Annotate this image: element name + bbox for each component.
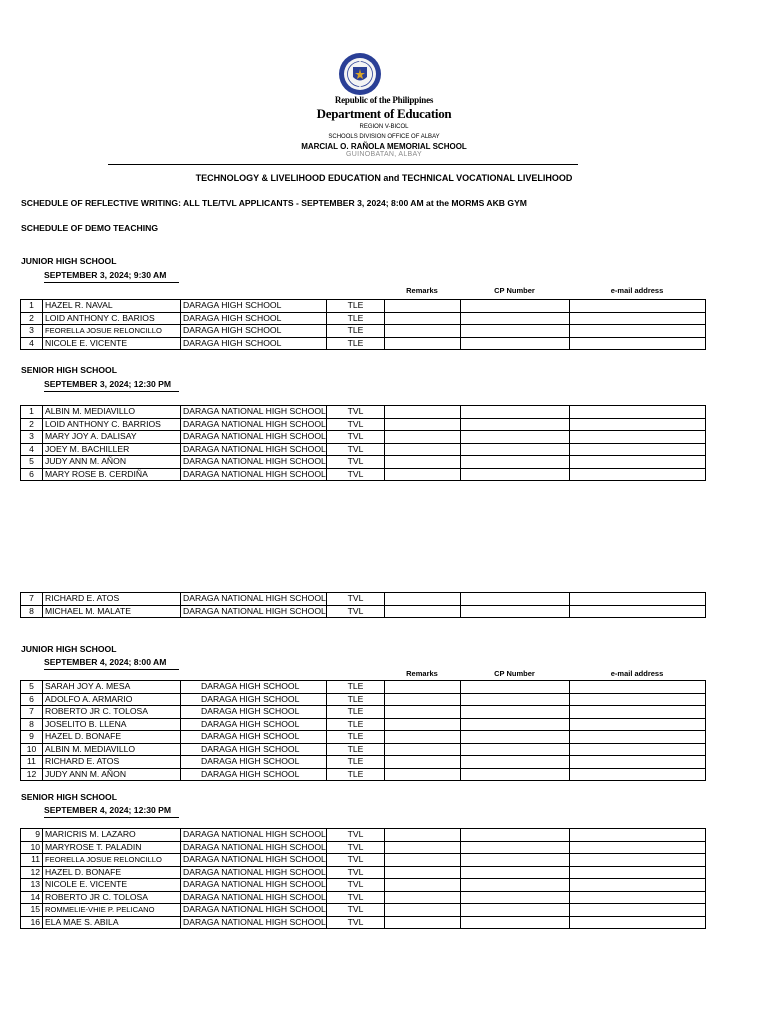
email-cell — [570, 866, 706, 879]
track-cell: TVL — [327, 891, 385, 904]
track-cell: TLE — [327, 693, 385, 706]
remarks-cell — [385, 443, 461, 456]
remarks-cell — [385, 300, 461, 313]
track-cell: TVL — [327, 829, 385, 842]
applicant-name: JOSELITO B. LLENA — [43, 718, 181, 731]
remarks-cell — [385, 829, 461, 842]
cp-number-cell — [461, 681, 570, 694]
track-cell: TLE — [327, 337, 385, 350]
section-date-header: SEPTEMBER 3, 2024; 12:30 PM — [44, 379, 179, 392]
school-name-cell: DARAGA NATIONAL HIGH SCHOOL — [181, 418, 327, 431]
cp-number-cell — [461, 756, 570, 769]
track-cell: TLE — [327, 300, 385, 313]
section-level-label: JUNIOR HIGH SCHOOL — [21, 256, 117, 266]
school-name-cell: DARAGA NATIONAL HIGH SCHOOL — [181, 593, 327, 606]
row-number: 2 — [21, 312, 43, 325]
track-cell: TLE — [327, 743, 385, 756]
email-cell — [570, 468, 706, 481]
track-cell: TVL — [327, 841, 385, 854]
section-level-label: JUNIOR HIGH SCHOOL — [21, 644, 117, 654]
table-row — [21, 325, 706, 338]
email-cell — [570, 756, 706, 769]
applicant-name: MARY ROSE B. CERDIÑA — [43, 468, 181, 481]
email-cell — [570, 312, 706, 325]
remarks-cell — [385, 756, 461, 769]
row-number: 9 — [21, 731, 43, 744]
region-line: REGION V-BICOL — [359, 124, 409, 130]
remarks-cell — [385, 743, 461, 756]
cp-number-cell — [461, 854, 570, 867]
table-row — [21, 916, 706, 929]
row-number: 4 — [21, 337, 43, 350]
school-name-cell: DARAGA HIGH SCHOOL — [181, 718, 327, 731]
table-row — [21, 300, 706, 313]
applicant-name: ROBERTO JR C. TOLOSA — [43, 706, 181, 719]
school-name-cell: DARAGA HIGH SCHOOL — [181, 706, 327, 719]
remarks-cell — [385, 431, 461, 444]
row-number: 6 — [21, 468, 43, 481]
remarks-cell — [385, 406, 461, 419]
school-name-cell: DARAGA HIGH SCHOOL — [181, 681, 327, 694]
school-name-cell: DARAGA HIGH SCHOOL — [181, 337, 327, 350]
row-number: 7 — [21, 593, 43, 606]
demo-teaching-title: SCHEDULE OF DEMO TEACHING — [21, 223, 159, 233]
cp-number-cell — [461, 743, 570, 756]
email-cell — [570, 916, 706, 929]
row-number: 5 — [21, 681, 43, 694]
track-cell: TVL — [327, 866, 385, 879]
school-name-cell: DARAGA NATIONAL HIGH SCHOOL — [181, 879, 327, 892]
row-number: 5 — [21, 456, 43, 469]
email-cell — [570, 431, 706, 444]
reflective-writing-schedule: SCHEDULE OF REFLECTIVE WRITING: ALL TLE/TVL APPLICANTS - SEPTEMBER 3, 2024; 8:00 AM at the MORMS AKB GYM — [21, 198, 527, 208]
email-cell — [570, 300, 706, 313]
school-name-cell: DARAGA HIGH SCHOOL — [181, 756, 327, 769]
school-name: MARCIAL O. RAÑOLA MEMORIAL SCHOOL — [301, 142, 467, 151]
track-cell: TVL — [327, 468, 385, 481]
cp-number-cell — [461, 605, 570, 618]
email-cell — [570, 443, 706, 456]
deped-seal-icon — [338, 52, 382, 96]
cp-number-cell — [461, 718, 570, 731]
track-cell: TVL — [327, 916, 385, 929]
applicant-name: MICHAEL M. MALATE — [43, 605, 181, 618]
table-row — [21, 693, 706, 706]
section-level-label: SENIOR HIGH SCHOOL — [21, 792, 117, 802]
table-row — [21, 605, 706, 618]
table-row — [21, 866, 706, 879]
applicant-name: NICOLE E. VICENTE — [43, 879, 181, 892]
cp-number-cell — [461, 768, 570, 781]
school-name-cell: DARAGA NATIONAL HIGH SCHOOL — [181, 468, 327, 481]
email-cell — [570, 731, 706, 744]
school-name-cell: DARAGA NATIONAL HIGH SCHOOL — [181, 456, 327, 469]
remarks-cell — [385, 418, 461, 431]
remarks-cell — [385, 768, 461, 781]
school-name-cell: DARAGA HIGH SCHOOL — [181, 325, 327, 338]
remarks-cell — [385, 731, 461, 744]
table-row — [21, 829, 706, 842]
row-number: 7 — [21, 706, 43, 719]
table-row — [21, 879, 706, 892]
email-cell — [570, 879, 706, 892]
table-row — [21, 431, 706, 444]
applicant-name: ALBIN M. MEDIAVILLO — [43, 406, 181, 419]
republic-line: Republic of the Philippines — [334, 95, 434, 105]
cp-number-cell — [461, 866, 570, 879]
row-number: 6 — [21, 693, 43, 706]
cp-number-cell — [461, 841, 570, 854]
track-cell: TVL — [327, 418, 385, 431]
row-number: 10 — [21, 743, 43, 756]
table-row — [21, 904, 706, 917]
cp-number-cell — [461, 904, 570, 917]
applicant-name: HAZEL R. NAVAL — [43, 300, 181, 313]
applicant-name: ADOLFO A. ARMARIO — [43, 693, 181, 706]
remarks-cell — [385, 312, 461, 325]
school-name-cell: DARAGA HIGH SCHOOL — [181, 300, 327, 313]
row-number: 13 — [21, 879, 43, 892]
track-cell: TLE — [327, 325, 385, 338]
cp-number-cell — [461, 706, 570, 719]
table-row — [21, 706, 706, 719]
cp-number-cell — [461, 300, 570, 313]
email-cell — [570, 406, 706, 419]
row-number: 3 — [21, 431, 43, 444]
remarks-cell — [385, 854, 461, 867]
table-row — [21, 443, 706, 456]
table-row — [21, 768, 706, 781]
table-row — [21, 337, 706, 350]
school-name-cell: DARAGA NATIONAL HIGH SCHOOL — [181, 829, 327, 842]
school-name-cell: DARAGA NATIONAL HIGH SCHOOL — [181, 406, 327, 419]
school-name-cell: DARAGA NATIONAL HIGH SCHOOL — [181, 841, 327, 854]
school-location: GUINOBATAN, ALBAY — [346, 151, 422, 158]
school-name-cell: DARAGA HIGH SCHOOL — [181, 312, 327, 325]
row-number: 14 — [21, 891, 43, 904]
track-cell: TVL — [327, 593, 385, 606]
cp-number-cell — [461, 829, 570, 842]
table-row — [21, 312, 706, 325]
applicant-name: JOEY M. BACHILLER — [43, 443, 181, 456]
school-name-cell: DARAGA HIGH SCHOOL — [181, 743, 327, 756]
email-cell — [570, 418, 706, 431]
row-number: 3 — [21, 325, 43, 338]
email-cell — [570, 706, 706, 719]
cp-number-cell — [461, 456, 570, 469]
cp-number-cell — [461, 337, 570, 350]
applicant-name: NICOLE E. VICENTE — [43, 337, 181, 350]
email-cell — [570, 841, 706, 854]
section-date-header: SEPTEMBER 4, 2024; 12:30 PM — [44, 805, 179, 818]
remarks-cell — [385, 593, 461, 606]
table-row — [21, 854, 706, 867]
email-cell — [570, 605, 706, 618]
remarks-cell — [385, 706, 461, 719]
track-cell: TLE — [327, 768, 385, 781]
table-row — [21, 456, 706, 469]
column-header-cp-number: CP Number — [494, 669, 535, 678]
remarks-cell — [385, 337, 461, 350]
cp-number-cell — [461, 406, 570, 419]
table-row — [21, 468, 706, 481]
school-name-cell: DARAGA HIGH SCHOOL — [181, 731, 327, 744]
applicant-name: FEORELLA JOSUE RELONCILLO — [43, 854, 181, 867]
remarks-cell — [385, 866, 461, 879]
section-date-header: SEPTEMBER 3, 2024; 9:30 AM — [44, 270, 179, 283]
applicant-name: FEORELLA JOSUE RELONCILLO — [43, 325, 181, 338]
header-divider — [108, 164, 578, 165]
remarks-cell — [385, 325, 461, 338]
applicant-name: LOID ANTHONY C. BARIOS — [43, 312, 181, 325]
email-cell — [570, 904, 706, 917]
applicant-name: RICHARD E. ATOS — [43, 593, 181, 606]
cp-number-cell — [461, 916, 570, 929]
cp-number-cell — [461, 312, 570, 325]
applicant-name: HAZEL D. BONAFE — [43, 731, 181, 744]
cp-number-cell — [461, 693, 570, 706]
email-cell — [570, 854, 706, 867]
remarks-cell — [385, 879, 461, 892]
row-number: 12 — [21, 768, 43, 781]
cp-number-cell — [461, 431, 570, 444]
cp-number-cell — [461, 891, 570, 904]
row-number: 2 — [21, 418, 43, 431]
applicant-name: LOID ANTHONY C. BARRIOS — [43, 418, 181, 431]
track-cell: TLE — [327, 718, 385, 731]
cp-number-cell — [461, 325, 570, 338]
department-name: Department of Education — [316, 106, 452, 121]
school-name-cell: DARAGA NATIONAL HIGH SCHOOL — [181, 916, 327, 929]
cp-number-cell — [461, 731, 570, 744]
remarks-cell — [385, 841, 461, 854]
school-name-cell: DARAGA NATIONAL HIGH SCHOOL — [181, 866, 327, 879]
department-title: TECHNOLOGY & LIVELIHOOD EDUCATION and TECHNICAL VOCATIONAL LIVELIHOOD — [195, 173, 573, 183]
remarks-cell — [385, 693, 461, 706]
applicant-name: MARYROSE T. PALADIN — [43, 841, 181, 854]
applicant-name: MARICRIS M. LAZARO — [43, 829, 181, 842]
schedule-table — [20, 680, 706, 781]
track-cell: TLE — [327, 756, 385, 769]
school-name-cell: DARAGA NATIONAL HIGH SCHOOL — [181, 431, 327, 444]
track-cell: TVL — [327, 605, 385, 618]
applicant-name: HAZEL D. BONAFE — [43, 866, 181, 879]
schedule-table-continued — [20, 592, 706, 618]
column-header-email: e-mail address — [610, 669, 664, 678]
remarks-cell — [385, 456, 461, 469]
email-cell — [570, 681, 706, 694]
table-row — [21, 756, 706, 769]
cp-number-cell — [461, 443, 570, 456]
email-cell — [570, 891, 706, 904]
track-cell: TVL — [327, 406, 385, 419]
division-line: SCHOOLS DIVISION OFFICE OF ALBAY — [328, 134, 440, 140]
table-row — [21, 841, 706, 854]
applicant-name: SARAH JOY A. MESA — [43, 681, 181, 694]
school-name-cell: DARAGA NATIONAL HIGH SCHOOL — [181, 891, 327, 904]
applicant-name: ROMMELIE-VHIE P. PELICANO — [43, 904, 181, 917]
table-row — [21, 593, 706, 606]
track-cell: TVL — [327, 854, 385, 867]
row-number: 10 — [21, 841, 43, 854]
table-row — [21, 718, 706, 731]
remarks-cell — [385, 681, 461, 694]
school-name-cell: DARAGA HIGH SCHOOL — [181, 693, 327, 706]
remarks-cell — [385, 718, 461, 731]
cp-number-cell — [461, 879, 570, 892]
cp-number-cell — [461, 418, 570, 431]
row-number: 1 — [21, 406, 43, 419]
applicant-name: ALBIN M. MEDIAVILLO — [43, 743, 181, 756]
email-cell — [570, 456, 706, 469]
applicant-name: MARY JOY A. DALISAY — [43, 431, 181, 444]
table-row — [21, 891, 706, 904]
applicant-name: ROBERTO JR C. TOLOSA — [43, 891, 181, 904]
track-cell: TLE — [327, 706, 385, 719]
row-number: 11 — [21, 854, 43, 867]
email-cell — [570, 829, 706, 842]
row-number: 1 — [21, 300, 43, 313]
table-row — [21, 406, 706, 419]
applicant-name: JUDY ANN M. AÑON — [43, 768, 181, 781]
track-cell: TVL — [327, 443, 385, 456]
section-date-header: SEPTEMBER 4, 2024; 8:00 AM — [44, 657, 179, 670]
remarks-cell — [385, 605, 461, 618]
schedule-table — [20, 405, 706, 481]
row-number: 16 — [21, 916, 43, 929]
remarks-cell — [385, 468, 461, 481]
email-cell — [570, 743, 706, 756]
schedule-table — [20, 828, 706, 929]
column-header-remarks: Remarks — [406, 669, 438, 678]
cp-number-cell — [461, 468, 570, 481]
remarks-cell — [385, 916, 461, 929]
email-cell — [570, 693, 706, 706]
track-cell: TLE — [327, 312, 385, 325]
row-number: 8 — [21, 605, 43, 618]
remarks-cell — [385, 891, 461, 904]
applicant-name: RICHARD E. ATOS — [43, 756, 181, 769]
row-number: 8 — [21, 718, 43, 731]
section-level-label: SENIOR HIGH SCHOOL — [21, 365, 117, 375]
row-number: 11 — [21, 756, 43, 769]
table-row — [21, 418, 706, 431]
table-row — [21, 743, 706, 756]
email-cell — [570, 718, 706, 731]
cp-number-cell — [461, 593, 570, 606]
school-name-cell: DARAGA NATIONAL HIGH SCHOOL — [181, 443, 327, 456]
column-header-remarks: Remarks — [406, 286, 438, 295]
email-cell — [570, 768, 706, 781]
applicant-name: JUDY ANN M. AÑON — [43, 456, 181, 469]
track-cell: TVL — [327, 456, 385, 469]
track-cell: TLE — [327, 681, 385, 694]
track-cell: TVL — [327, 904, 385, 917]
row-number: 12 — [21, 866, 43, 879]
email-cell — [570, 337, 706, 350]
email-cell — [570, 593, 706, 606]
column-header-email: e-mail address — [610, 286, 664, 295]
row-number: 15 — [21, 904, 43, 917]
row-number: 4 — [21, 443, 43, 456]
school-name-cell: DARAGA HIGH SCHOOL — [181, 768, 327, 781]
track-cell: TVL — [327, 431, 385, 444]
column-header-cp-number: CP Number — [494, 286, 535, 295]
email-cell — [570, 325, 706, 338]
row-number: 9 — [21, 829, 43, 842]
track-cell: TVL — [327, 879, 385, 892]
remarks-cell — [385, 904, 461, 917]
school-name-cell: DARAGA NATIONAL HIGH SCHOOL — [181, 605, 327, 618]
school-name-cell: DARAGA NATIONAL HIGH SCHOOL — [181, 904, 327, 917]
school-name-cell: DARAGA NATIONAL HIGH SCHOOL — [181, 854, 327, 867]
track-cell: TLE — [327, 731, 385, 744]
applicant-name: ELA MAE S. ABILA — [43, 916, 181, 929]
table-row — [21, 681, 706, 694]
table-row — [21, 731, 706, 744]
schedule-table — [20, 299, 706, 350]
